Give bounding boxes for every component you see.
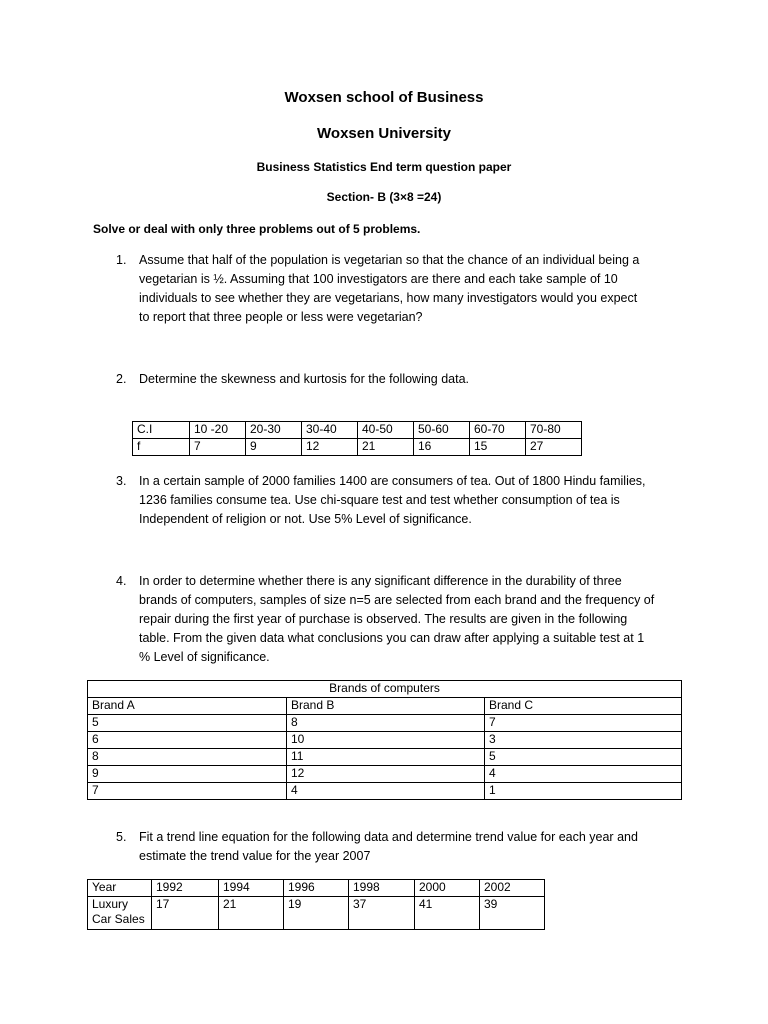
table-header-cell: Brand C	[485, 698, 682, 715]
table-row	[88, 749, 682, 766]
school-name: Woxsen school of Business	[284, 89, 484, 106]
q4-number: 4.	[116, 574, 127, 588]
table-cell: 1	[485, 783, 682, 800]
table-cell: 10	[287, 732, 485, 749]
table-cell: 7	[88, 783, 287, 800]
q4-line: table. From the given data what conclusions you can draw after applying a suitable test at 1	[139, 631, 645, 645]
q1-line: to report that three people or less were vegetarian?	[139, 310, 423, 324]
row-label: Car Sales	[92, 912, 145, 926]
q4-line: repair during the first year of purchase is observed. The results are given in the following	[139, 612, 628, 626]
q1-line: Assume that half of the population is vegetarian so that the chance of an individual being a	[139, 253, 640, 267]
q5-number: 5.	[116, 830, 127, 844]
table-cell: 50-60	[414, 422, 470, 439]
table-cell: 11	[287, 749, 485, 766]
table-row	[88, 681, 682, 698]
section-title: Section- B (3×8 =24)	[326, 190, 442, 204]
table-row	[88, 698, 682, 715]
table-cell: 30-40	[302, 422, 358, 439]
table-cell: 8	[287, 715, 485, 732]
instruction: Solve or deal with only three problems out of 5 problems.	[93, 222, 421, 236]
table-cell: 12	[302, 439, 358, 456]
table-cell: 7	[190, 439, 246, 456]
table-cell: 1994	[219, 880, 284, 897]
table-cell: 39	[480, 897, 545, 930]
table-row	[88, 766, 682, 783]
q2-number: 2.	[116, 372, 127, 386]
q3-line: In a certain sample of 2000 families 1400 are consumers of tea. Out of 1800 Hindu families,	[139, 474, 646, 488]
q1-text	[139, 251, 699, 327]
table-cell: 21	[358, 439, 414, 456]
table-row	[88, 880, 545, 897]
table-cell: 17	[152, 897, 219, 930]
table-cell: 15	[470, 439, 526, 456]
q5-line: estimate the trend value for the year 2007	[139, 849, 371, 863]
table-row	[88, 897, 545, 930]
table-cell	[88, 897, 152, 930]
table-cell: 60-70	[470, 422, 526, 439]
table-cell: 7	[485, 715, 682, 732]
table-header-cell: Brand A	[88, 698, 287, 715]
q5-text	[139, 828, 699, 866]
table-cell: f	[133, 439, 190, 456]
q4-line: brands of computers, samples of size n=5 are selected from each brand and the frequency of	[139, 593, 655, 607]
brands-table	[87, 680, 682, 800]
frequency-table	[132, 421, 582, 456]
table-cell: 6	[88, 732, 287, 749]
q1-number: 1.	[116, 253, 127, 267]
university-name: Woxsen University	[317, 125, 451, 142]
table-cell: 2002	[480, 880, 545, 897]
table-cell: 27	[526, 439, 582, 456]
paper-title: Business Statistics End term question paper	[256, 160, 512, 174]
table-row	[88, 732, 682, 749]
table-row	[133, 422, 582, 439]
trend-table	[87, 879, 545, 930]
table-cell: 21	[219, 897, 284, 930]
table-cell: 20-30	[246, 422, 302, 439]
table-cell: 4	[287, 783, 485, 800]
q1-line: individuals to see whether they are vegetarians, how many investigators would you expect	[139, 291, 638, 305]
table-cell: 1996	[284, 880, 349, 897]
table-caption: Brands of computers	[88, 681, 682, 698]
table-cell: 70-80	[526, 422, 582, 439]
q4-line: In order to determine whether there is any significant difference in the durability of three	[139, 574, 622, 588]
q4-text	[139, 572, 699, 667]
table-row	[133, 439, 582, 456]
q1-line: vegetarian is ½. Assuming that 100 investigators are there and each take sample of 10	[139, 272, 618, 286]
row-label: Luxury	[92, 897, 129, 911]
table-cell: 3	[485, 732, 682, 749]
q2-text: Determine the skewness and kurtosis for the following data.	[139, 372, 470, 386]
table-cell: 16	[414, 439, 470, 456]
table-cell: 37	[349, 897, 415, 930]
table-cell: 4	[485, 766, 682, 783]
table-row	[88, 715, 682, 732]
table-cell: 19	[284, 897, 349, 930]
q3-line: 1236 families consume tea. Use chi-square test and test whether consumption of tea is	[139, 493, 620, 507]
table-cell: Year	[88, 880, 152, 897]
table-cell: 9	[88, 766, 287, 783]
table-cell: C.I	[133, 422, 190, 439]
table-cell: 40-50	[358, 422, 414, 439]
table-cell: 8	[88, 749, 287, 766]
q3-text	[139, 472, 699, 529]
q3-number: 3.	[116, 474, 127, 488]
table-cell: 10 -20	[190, 422, 246, 439]
table-header-cell: Brand B	[287, 698, 485, 715]
table-cell: 12	[287, 766, 485, 783]
table-cell: 9	[246, 439, 302, 456]
table-cell: 5	[88, 715, 287, 732]
q4-line: % Level of significance.	[139, 650, 270, 664]
table-cell: 1998	[349, 880, 415, 897]
table-row	[88, 783, 682, 800]
table-cell: 41	[415, 897, 480, 930]
q5-line: Fit a trend line equation for the following data and determine trend value for each year and	[139, 830, 638, 844]
table-cell: 5	[485, 749, 682, 766]
table-cell: 1992	[152, 880, 219, 897]
table-cell: 2000	[415, 880, 480, 897]
q3-line: Independent of religion or not. Use 5% Level of significance.	[139, 512, 472, 526]
